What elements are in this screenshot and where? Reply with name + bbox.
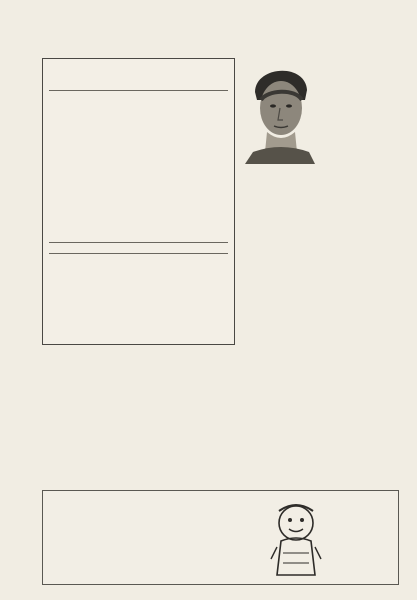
domestic-event-row: [47, 273, 232, 282]
article-headline: [362, 58, 400, 388]
domestic-event-row: [47, 336, 232, 345]
foreign-event-row: [47, 147, 232, 156]
foreign-event-row: [47, 111, 232, 120]
domestic-rule-top: [49, 242, 228, 243]
article-text-top: [248, 180, 358, 345]
foreign-event-row: [47, 102, 232, 111]
foreign-event-row: [47, 183, 232, 192]
foreign-rule: [49, 90, 228, 91]
foreign-event-row: [47, 210, 232, 219]
foreign-event-row: [47, 174, 232, 183]
foreign-events-list: [47, 93, 232, 237]
foreign-event-row: [47, 156, 232, 165]
foreign-event-row: [47, 138, 232, 147]
article-text-bottom-left: [6, 350, 158, 472]
foreign-event-row: [47, 93, 232, 102]
timeline-box: [42, 58, 235, 345]
domestic-event-row: [47, 318, 232, 327]
foreign-event-row: [47, 120, 232, 129]
article-text-bottom-right: [300, 350, 412, 472]
ad-mascot-illustration: [269, 497, 323, 581]
domestic-event-row: [47, 309, 232, 318]
ad-address: [98, 497, 138, 581]
foreign-event-row: [47, 192, 232, 201]
article-text-bottom-middle: [172, 350, 292, 472]
domestic-event-row: [47, 255, 232, 264]
foreign-event-row: [47, 201, 232, 210]
advertisement: [42, 490, 399, 585]
ad-small-text: [193, 497, 243, 581]
portrait-photo: [245, 56, 315, 164]
domestic-event-row: [47, 264, 232, 273]
foreign-event-row: [47, 165, 232, 174]
domestic-event-row: [47, 282, 232, 291]
domestic-event-row: [47, 291, 232, 300]
timeline-title-row: [43, 65, 234, 79]
domestic-rule: [49, 253, 228, 254]
foreign-event-row: [47, 228, 232, 237]
foreign-event-row: [47, 129, 232, 138]
domestic-event-row: [47, 300, 232, 309]
foreign-event-row: [47, 219, 232, 228]
domestic-event-row: [47, 327, 232, 336]
